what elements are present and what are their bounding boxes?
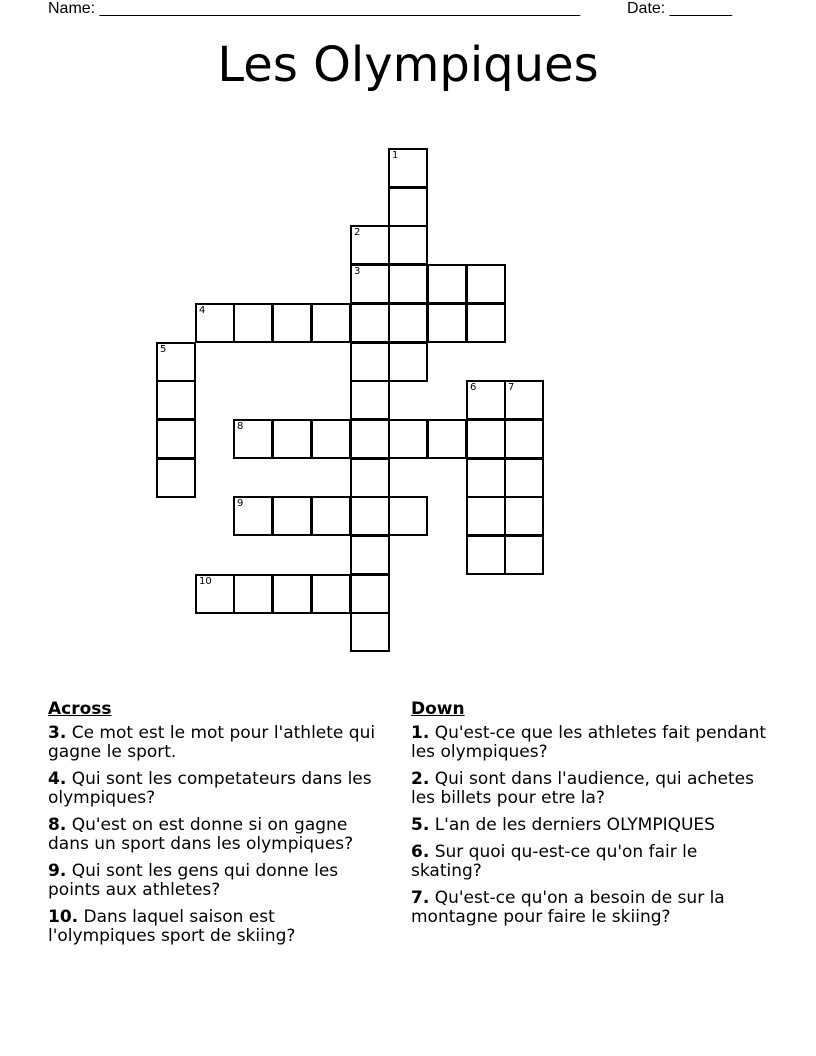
- clue-number: 6.: [411, 842, 430, 862]
- clue-number: 3.: [48, 723, 67, 743]
- crossword-cell[interactable]: [427, 264, 467, 304]
- crossword-cell[interactable]: [388, 496, 428, 536]
- crossword-cell[interactable]: [350, 612, 390, 652]
- clue-text: Qui sont dans l'audience, qui achetes les billets pour etre la?: [411, 769, 754, 808]
- crossword-cell[interactable]: [388, 342, 428, 382]
- clue-across-10: [48, 908, 378, 946]
- clue-down-6: [411, 843, 771, 881]
- crossword-cell[interactable]: [156, 458, 196, 498]
- clue-number: 8.: [48, 815, 67, 835]
- cell-number: 6: [470, 382, 477, 393]
- crossword-cell[interactable]: [504, 496, 544, 536]
- cell-number: 4: [199, 305, 206, 316]
- crossword-cell[interactable]: [233, 419, 273, 459]
- crossword-cell[interactable]: [388, 148, 428, 188]
- clue-text: Qu'est on est donne si on gagne dans un sport dans les olympiques?: [48, 815, 354, 854]
- crossword-cell[interactable]: [388, 264, 428, 304]
- clue-number: 9.: [48, 861, 67, 881]
- crossword-cell[interactable]: [272, 303, 312, 343]
- clue-number: 2.: [411, 769, 430, 789]
- name-field-label: Name: ______________________________________________________: [48, 0, 581, 17]
- crossword-cell[interactable]: [466, 535, 506, 575]
- cell-number: 9: [237, 498, 244, 509]
- crossword-cell[interactable]: [350, 419, 390, 459]
- clue-text: Qui sont les gens qui donne les points aux athletes?: [48, 861, 339, 900]
- clue-number: 5.: [411, 815, 430, 835]
- crossword-cell[interactable]: [504, 419, 544, 459]
- crossword-cell[interactable]: [156, 342, 196, 382]
- crossword-cell[interactable]: [466, 458, 506, 498]
- crossword-cell[interactable]: [233, 574, 273, 614]
- crossword-cell[interactable]: [466, 303, 506, 343]
- crossword-cell[interactable]: [311, 496, 351, 536]
- clue-number: 7.: [411, 888, 430, 908]
- crossword-cell[interactable]: [427, 303, 467, 343]
- clue-text: Sur quoi qu-est-ce qu'on fair le skating?: [411, 842, 698, 881]
- clue-across-4: [48, 770, 378, 808]
- crossword-cell[interactable]: [350, 496, 390, 536]
- cell-number: 7: [508, 382, 515, 393]
- clue-down-1: [411, 724, 771, 762]
- clue-down-2: [411, 770, 771, 808]
- clue-down-5: [411, 816, 771, 835]
- cell-number: 10: [199, 576, 212, 587]
- clue-number: 10.: [48, 907, 79, 927]
- crossword-cell[interactable]: [195, 303, 235, 343]
- crossword-cell[interactable]: [504, 380, 544, 420]
- crossword-cell[interactable]: [233, 496, 273, 536]
- cell-number: 3: [354, 266, 361, 277]
- crossword-cell[interactable]: [233, 303, 273, 343]
- crossword-cell[interactable]: [388, 225, 428, 265]
- down-heading: Down: [411, 699, 465, 719]
- clue-across-9: [48, 862, 378, 900]
- clue-number: 1.: [411, 723, 430, 743]
- clue-text: Dans laquel saison est l'olympiques sport de skiing?: [48, 907, 296, 946]
- clue-across-3: [48, 724, 378, 762]
- clue-text: Qui sont les competateurs dans les olympiques?: [48, 769, 372, 808]
- cell-number: 1: [392, 150, 399, 161]
- crossword-cell[interactable]: [272, 574, 312, 614]
- crossword-cell[interactable]: [350, 535, 390, 575]
- crossword-cell[interactable]: [427, 419, 467, 459]
- clue-text: L'an de les derniers OLYMPIQUES: [434, 815, 715, 835]
- across-heading: Across: [48, 699, 112, 719]
- clue-number: 4.: [48, 769, 67, 789]
- clue-text: Ce mot est le mot pour l'athlete qui gagne le sport.: [48, 723, 376, 762]
- cell-number: 5: [160, 344, 167, 355]
- crossword-cell[interactable]: [156, 419, 196, 459]
- crossword-cell[interactable]: [156, 380, 196, 420]
- crossword-cell[interactable]: [388, 419, 428, 459]
- cell-number: 2: [354, 227, 361, 238]
- down-clues: [411, 700, 771, 935]
- date-field-label: Date: _______: [627, 0, 732, 17]
- crossword-cell[interactable]: [350, 574, 390, 614]
- crossword-cell[interactable]: [466, 264, 506, 304]
- crossword-cell[interactable]: [388, 187, 428, 227]
- crossword-cell[interactable]: [350, 458, 390, 498]
- clue-across-8: [48, 816, 378, 854]
- crossword-cell[interactable]: [504, 535, 544, 575]
- crossword-cell[interactable]: [388, 303, 428, 343]
- crossword-cell[interactable]: [350, 380, 390, 420]
- crossword-cell[interactable]: [504, 458, 544, 498]
- crossword-cell[interactable]: [350, 264, 390, 304]
- crossword-cell[interactable]: [350, 303, 390, 343]
- crossword-cell[interactable]: [272, 496, 312, 536]
- crossword-cell[interactable]: [272, 419, 312, 459]
- across-clues: [48, 700, 378, 954]
- crossword-cell[interactable]: [466, 380, 506, 420]
- crossword-cell[interactable]: [466, 419, 506, 459]
- crossword-cell[interactable]: [195, 574, 235, 614]
- crossword-cell[interactable]: [350, 342, 390, 382]
- clue-text: Qu'est-ce qu'on a besoin de sur la montagne pour faire le skiing?: [411, 888, 725, 927]
- crossword-cell[interactable]: [311, 419, 351, 459]
- clue-text: Qu'est-ce que les athletes fait pendant les olympiques?: [411, 723, 767, 762]
- crossword-cell[interactable]: [350, 225, 390, 265]
- clue-down-7: [411, 889, 771, 927]
- cell-number: 8: [237, 421, 244, 432]
- crossword-cell[interactable]: [311, 303, 351, 343]
- page-title: Les Olympiques: [217, 37, 599, 93]
- crossword-cell[interactable]: [311, 574, 351, 614]
- crossword-cell[interactable]: [466, 496, 506, 536]
